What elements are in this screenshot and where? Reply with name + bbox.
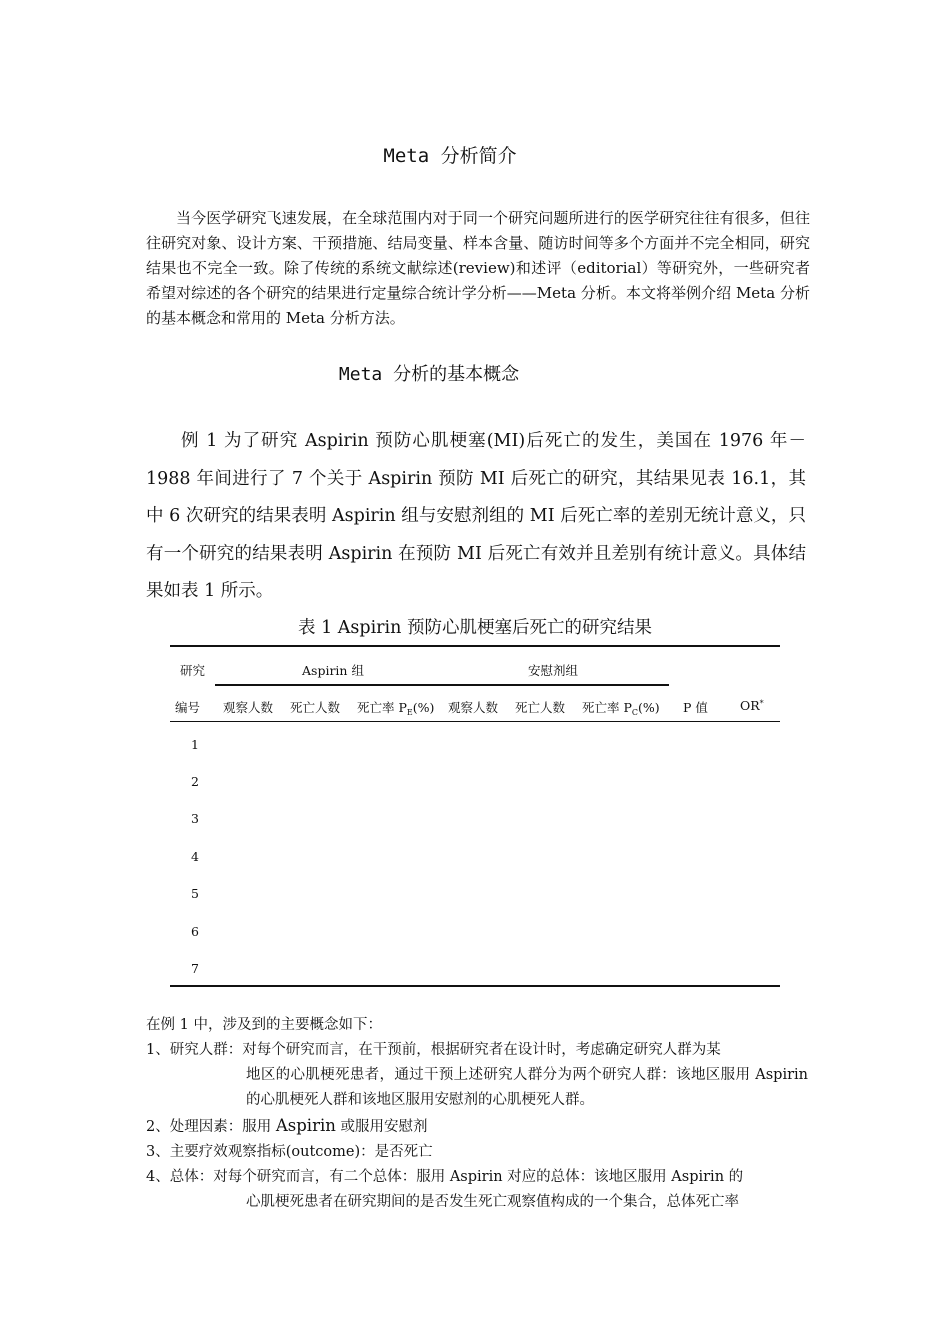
header-deaths-placebo: 死亡人数 xyxy=(515,700,566,715)
table-top-rule xyxy=(170,645,780,647)
concept-item-study-population: 1、研究人群：对每个研究而言，在干预前，根据研究者在设计时，考虑确定研究人群为某 xyxy=(146,1042,721,1058)
header-rate-placebo xyxy=(582,698,660,717)
concepts-list xyxy=(146,1013,808,1215)
table-row: 6 xyxy=(191,924,199,939)
table-group-rule xyxy=(215,684,669,686)
section-title: Meta 分析的基本概念 xyxy=(338,364,520,385)
treatment-factor-pre: 2、处理因素：服用 xyxy=(146,1119,276,1135)
header-id: 编号 xyxy=(175,700,201,715)
header-or xyxy=(740,698,764,713)
header-observed-placebo: 观察人数 xyxy=(448,700,499,715)
header-placebo-group: 安慰剂组 xyxy=(528,663,579,678)
table-row: 1 xyxy=(191,737,199,752)
table-row: 3 xyxy=(191,811,199,826)
table-row: 2 xyxy=(191,774,199,789)
rate-aspirin-prefix: 死亡率 P xyxy=(357,700,407,715)
concept-item-population: 4、总体：对每个研究而言，有二个总体：服用 Aspirin 对应的总体：该地区服用 Aspirin 的 xyxy=(146,1169,744,1185)
header-deaths-aspirin: 死亡人数 xyxy=(290,700,341,715)
results-table xyxy=(170,645,780,987)
table-bottom-rule xyxy=(170,985,780,987)
treatment-factor-post: 或服用安慰剂 xyxy=(335,1119,428,1135)
intro-section xyxy=(146,206,810,331)
table-header-rule xyxy=(170,721,780,722)
header-p-value: P 值 xyxy=(683,700,708,715)
concept-item-outcome: 3、主要疗效观察指标(outcome)：是否死亡 xyxy=(146,1144,433,1160)
rate-placebo-suffix: (%) xyxy=(638,700,660,715)
concept-item-study-population-cont: 地区的心肌梗死患者，通过干预上述研究人群分为两个研究人群：该地区服用 Aspirin 的心肌梗死人群和该地区服用安慰剂的心肌梗死人群。 xyxy=(246,1067,808,1108)
header-rate-aspirin xyxy=(357,698,434,717)
header-observed-aspirin: 观察人数 xyxy=(223,700,274,715)
concept-item-treatment-factor xyxy=(146,1113,808,1140)
page-title: Meta 分析简介 xyxy=(383,145,517,167)
rate-placebo-prefix: 死亡率 P xyxy=(582,700,632,715)
concepts-intro: 在例 1 中，涉及到的主要概念如下： xyxy=(146,1017,382,1033)
table-row: 4 xyxy=(191,849,199,864)
or-label: OR xyxy=(740,698,760,713)
treatment-factor-drug: Aspirin xyxy=(275,1116,336,1135)
header-aspirin-group: Aspirin 组 xyxy=(302,663,364,678)
example-paragraph: 例 1 为了研究 Aspirin 预防心肌梗塞(MI)后死亡的发生，美国在 1976 年－1988 年间进行了 7 个关于 Aspirin 预防 MI 后死亡的研究，其结果见表 16.1，其中 6 次研究的结果表明 Aspirin 组与安慰剂组的 MI 后死亡率的差别无统计意义，只有一个研究的结果表明 Aspirin 在预防 MI 后死亡有效并且差别有统计意义。具体结果如表 1 所示。 xyxy=(146,431,806,601)
example-section xyxy=(146,423,806,611)
intro-paragraph: 当今医学研究飞速发展，在全球范围内对于同一个研究问题所进行的医学研究往往有很多，但往往研究对象、设计方案、干预措施、结局变量、样本含量、随访时间等多个方面并不完全相同，研究结果也不完全一致。除了传统的系统文献综述(review)和述评（editorial）等研究外，一些研究者希望对综述的各个研究的结果进行定量综合统计学分析——Meta 分析。本文将举例介绍 Meta 分析的基本概念和常用的 Meta 分析方法。 xyxy=(146,209,810,327)
table-row: 5 xyxy=(191,886,199,901)
table-row: 7 xyxy=(191,961,199,976)
rate-aspirin-sub: E xyxy=(406,708,413,717)
concept-item-population-cont: 心肌梗死患者在研究期间的是否发生死亡观察值构成的一个集合，总体死亡率 xyxy=(246,1194,739,1210)
header-study: 研究 xyxy=(180,663,206,678)
rate-aspirin-suffix: (%) xyxy=(412,700,435,715)
rate-placebo-sub: C xyxy=(631,708,639,717)
table-caption: 表 1 Aspirin 预防心肌梗塞后死亡的研究结果 xyxy=(298,618,652,638)
or-footnote-mark: * xyxy=(759,699,764,708)
